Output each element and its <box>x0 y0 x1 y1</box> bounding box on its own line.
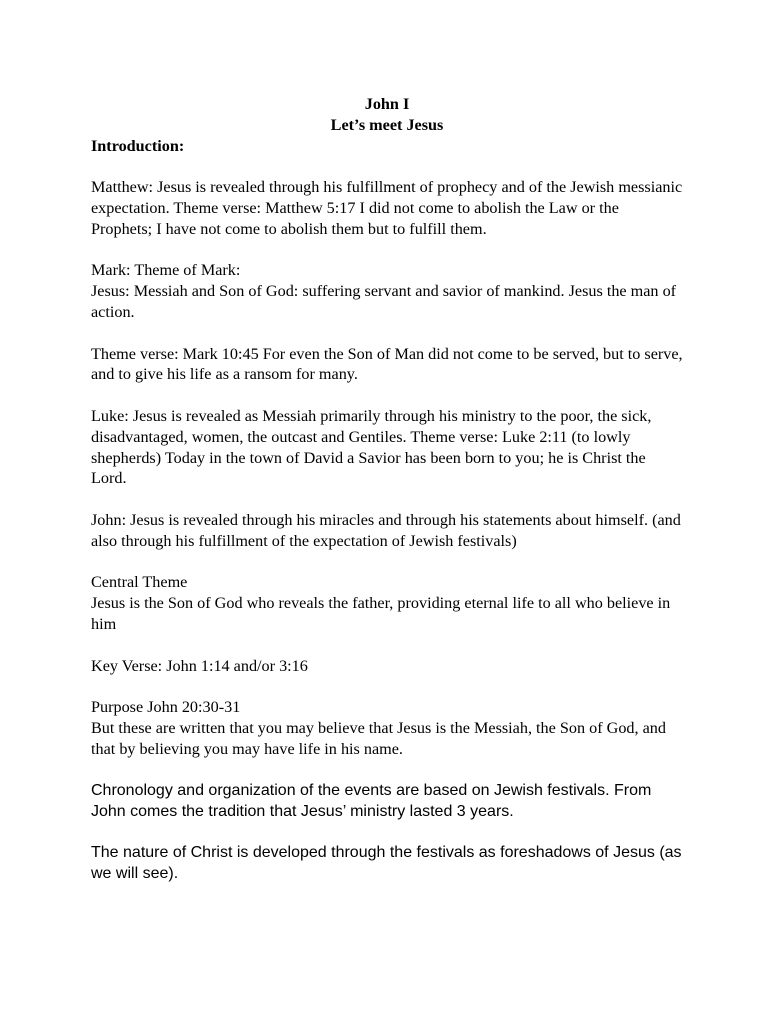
mark-theme-verse-paragraph: Theme verse: Mark 10:45 For even the Son of Man did not come to be served, but to serve, and to give his life as a ransom for many. <box>91 344 683 384</box>
document-subtitle: Let’s meet Jesus <box>330 115 444 134</box>
spacer <box>91 552 683 573</box>
spacer <box>91 489 683 510</box>
mark-heading: Mark: Theme of Mark: <box>91 261 241 280</box>
spacer <box>91 385 683 406</box>
matthew-paragraph: Matthew: Jesus is revealed through his fulfillment of prophecy and of the Jewish messianic expectation. Theme verse: Matthew 5:17 I did not come to abolish the Law or the Prophets; I have not come to abolish them but to fulfill them. <box>91 178 683 238</box>
spacer <box>91 760 683 780</box>
purpose-heading: Purpose John 20:30-31 <box>91 698 241 717</box>
spacer <box>91 676 683 697</box>
central-theme-heading: Central Theme <box>91 573 188 592</box>
mark-paragraph: Jesus: Messiah and Son of God: suffering servant and savior of mankind. Jesus the man of action. <box>91 282 677 321</box>
introduction-heading: Introduction: <box>91 136 185 155</box>
chronology-paragraph: Chronology and organization of the events are based on Jewish festivals. From John comes the tradition that Jesus’ ministry lasted 3 years. <box>91 781 652 820</box>
spacer <box>91 240 683 261</box>
spacer <box>91 822 683 842</box>
key-verse-line: Key Verse: John 1:14 and/or 3:16 <box>91 656 308 675</box>
nature-paragraph: The nature of Christ is developed through the festivals as foreshadows of Jesus (as we will see). <box>91 843 682 882</box>
spacer <box>91 156 683 177</box>
spacer <box>91 635 683 656</box>
document-page <box>91 94 683 884</box>
purpose-paragraph: But these are written that you may believe that Jesus is the Messiah, the Son of God, and that by believing you may have life in his name. <box>91 718 666 758</box>
central-theme-paragraph: Jesus is the Son of God who reveals the father, providing eternal life to all who believe in him <box>91 594 671 633</box>
document-title: John I <box>364 95 410 113</box>
john-paragraph: John: Jesus is revealed through his miracles and through his statements about himself. (and also through his fulfillment of the expectation of Jewish festivals) <box>91 510 681 550</box>
spacer <box>91 323 683 344</box>
luke-paragraph: Luke: Jesus is revealed as Messiah primarily through his ministry to the poor, the sick, disadvantaged, women, the outcast and Gentiles. Theme verse: Luke 2:11 (to lowly shepherds) Today in the town of David a Savior has been born to you; he is Christ the Lord. <box>91 406 652 488</box>
